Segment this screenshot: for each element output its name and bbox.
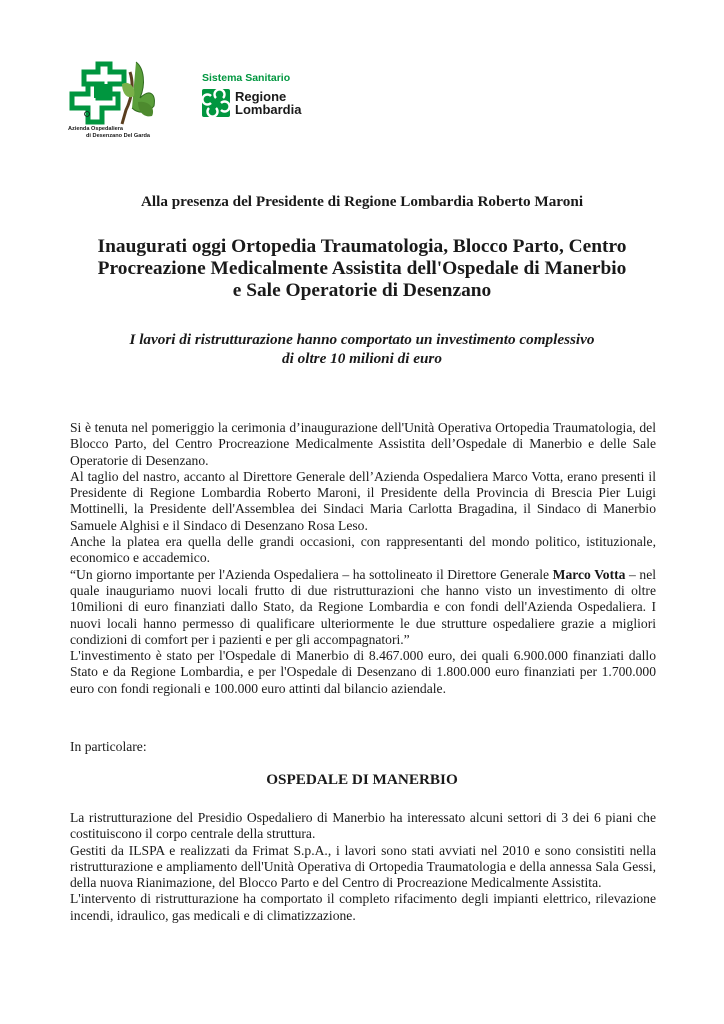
- body-text: [70, 420, 656, 697]
- quote-part-2: – nel quale inauguriamo nuovi locali frutto di due ristrutturazioni che hanno visto un investimento di oltre 10milioni di euro finanziati dallo Stato, da Regione Lombardia e con fondi dell'Azienda Ospedaliera. I nuovi locali hanno permesso di qualificare ulteriormente le due strutture ospedaliere grazie a migliori condizioni di comfort per i pazienti e per gli accompagnatori.”: [70, 566, 657, 647]
- regione-word: Regione: [235, 89, 287, 104]
- in-particolare-label: In particolare:: [70, 739, 147, 754]
- regione-emblem-icon: [202, 89, 230, 117]
- title-line-3: e Sale Operatorie di Desenzano: [232, 280, 492, 301]
- regione-lombardia-wordmark: [235, 90, 301, 116]
- paragraph-ceremony: Si è tenuta nel pomeriggio la cerimonia d’inaugurazione dell'Unità Operativa Ortopedia Traumatologia, del Blocco Parto, del Centro Procreazione Medicalmente Assistita dell’Ospedale di Manerbio e delle Sale Operatorie di Desenzano.: [70, 420, 656, 468]
- quote-part-1: “Un giorno importante per l'Azienda Ospedaliera – ha sottolineato il Direttore Generale: [70, 566, 553, 582]
- subtitle-line-2: di oltre 10 milioni di euro: [282, 350, 442, 367]
- paragraph-investment: L'investimento è stato per l'Ospedale di Manerbio di 8.467.000 euro, dei quali 6.900.000 finanziati dallo Stato e da Regione Lombardia, e per l'Ospedale di Desenzano di 1.800.000 euro finanziati per 1.700.000 euro con fondi regionali e 100.000 euro attinti dal bilancio aziendale.: [70, 648, 656, 696]
- azienda-name: [68, 126, 150, 140]
- section-heading: OSPEDALE DI MANERBIO: [266, 771, 458, 788]
- quote-speaker: Marco Votta: [552, 566, 626, 582]
- sistema-sanitario-label: Sistema Sanitario: [202, 72, 291, 84]
- page-title: [68, 236, 656, 302]
- section-paragraph-3: L'intervento di ristrutturazione ha comportato il completo rifacimento degli impianti elettrico, rilevazione incendi, idraulico, gas medicali e di climatizzazione.: [70, 891, 656, 923]
- section-body: [70, 810, 656, 924]
- lombardia-word: Lombardia: [235, 102, 302, 117]
- letterhead: [64, 54, 364, 146]
- pretitle: Alla presenza del Presidente di Regione Lombardia Roberto Maroni: [140, 193, 584, 210]
- azienda-line-2: di Desenzano Del Garda: [86, 133, 151, 139]
- section-paragraph-1: La ristrutturazione del Presidio Ospedaliero di Manerbio ha interessato alcuni settori di 3 dei 6 piani che costituiscono il corpo centrale della struttura.: [70, 810, 656, 842]
- paragraph-ribbon: Al taglio del nastro, accanto al Direttore Generale dell’Azienda Ospedaliera Marco Votta, erano presenti il Presidente di Regione Lombardia Roberto Maroni, il Presidente della Provincia di Brescia Pier Luigi Mottinelli, la Presidente dell'Assemblea dei Sindaci Maria Carlotta Bragadina, il Sindaco di Manerbio Samuele Alghisi e il Sindaco di Desenzano Rosa Leso.: [70, 468, 656, 533]
- paragraph-quote: [70, 567, 656, 648]
- subtitle: [68, 330, 656, 368]
- regione-lombardia-logo: [202, 72, 332, 122]
- section-paragraph-2: Gestiti da ILSPA e realizzati da Frimat S.p.A., i lavori sono stati avviati nel 2010 e sono consistiti nella ristrutturazione e ampliamento dell'Unità Operativa di Ortopedia Traumatologia e della annessa Sala Gessi, della nuova Rianimazione, del Blocco Parto e del Centro di Procreazione Medicalmente Assistita.: [70, 842, 656, 891]
- title-line-1: Inaugurati oggi Ortopedia Traumatologia, Blocco Parto, Centro: [97, 236, 627, 257]
- subtitle-line-1: I lavori di ristrutturazione hanno comportato un investimento complessivo: [129, 331, 595, 348]
- title-line-2: Procreazione Medicalmente Assistita dell'Ospedale di Manerbio: [97, 258, 627, 279]
- azienda-line-1: Azienda Ospedaliera: [68, 126, 124, 132]
- paragraph-audience: Anche la platea era quella delle grandi occasioni, con rappresentanti del mondo politico, istituzionale, economico e accademico.: [70, 534, 656, 566]
